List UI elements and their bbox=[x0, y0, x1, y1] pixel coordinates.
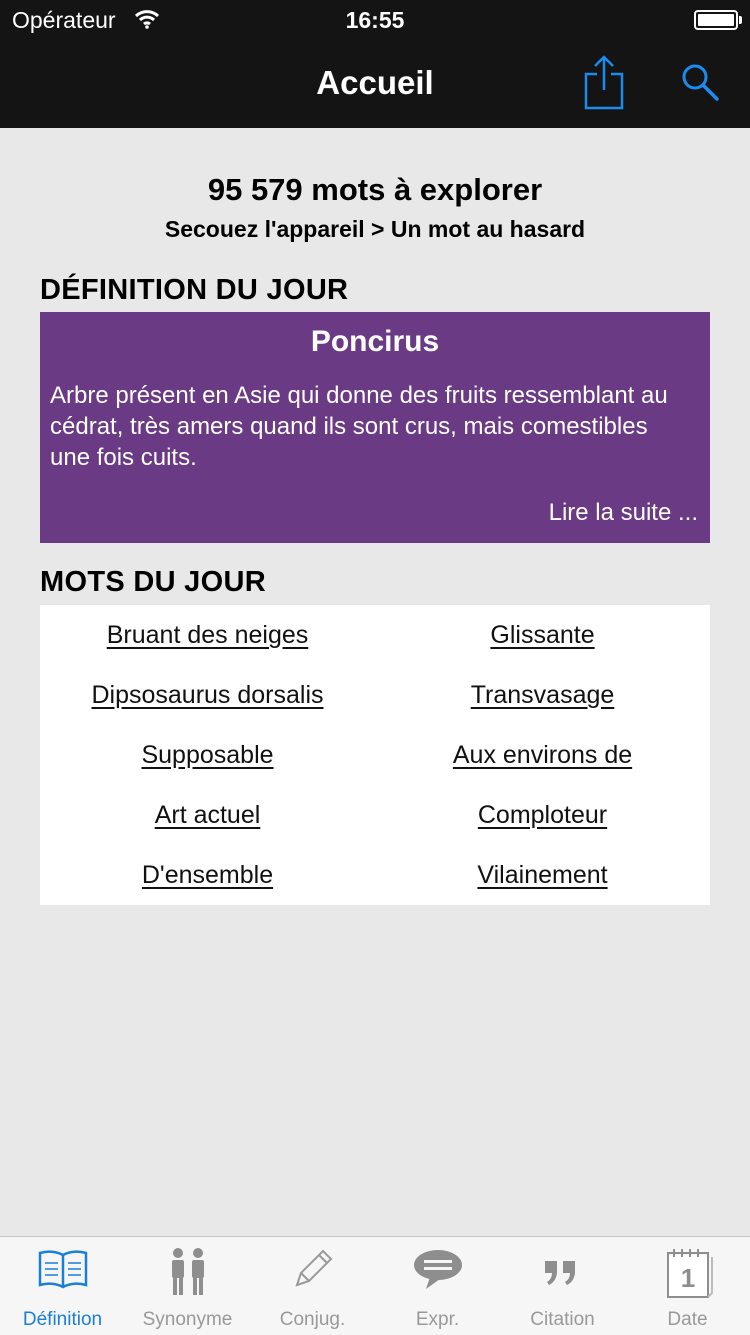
tab-label: Synonyme bbox=[142, 1309, 233, 1330]
tab-label: Définition bbox=[22, 1309, 103, 1330]
pencil-icon bbox=[287, 1247, 339, 1291]
battery-icon bbox=[694, 10, 738, 30]
tab-expr[interactable] bbox=[375, 1237, 500, 1335]
word-link[interactable]: Supposable bbox=[141, 741, 274, 769]
word-link[interactable]: Comploteur bbox=[477, 801, 608, 829]
words-of-day-card bbox=[40, 605, 710, 905]
word-link[interactable]: Art actuel bbox=[154, 801, 261, 829]
share-button[interactable] bbox=[582, 54, 626, 110]
word-link[interactable]: Vilainement bbox=[477, 861, 608, 889]
tab-synonyme[interactable] bbox=[125, 1237, 250, 1335]
definition-card[interactable] bbox=[40, 312, 710, 543]
tab-citation[interactable] bbox=[500, 1237, 625, 1335]
clock: 16:55 bbox=[345, 7, 405, 33]
word-link[interactable]: Dipsosaurus dorsalis bbox=[91, 681, 324, 709]
book-icon bbox=[37, 1247, 89, 1291]
share-icon bbox=[582, 54, 626, 110]
tab-definition[interactable] bbox=[0, 1237, 125, 1335]
word-link[interactable]: D'ensemble bbox=[141, 861, 274, 889]
definition-section-title: DÉFINITION DU JOUR bbox=[40, 274, 349, 306]
tab-label: Date bbox=[667, 1309, 708, 1330]
word-link[interactable]: Bruant des neiges bbox=[106, 621, 309, 649]
people-icon bbox=[162, 1247, 214, 1297]
calendar-icon bbox=[662, 1247, 714, 1301]
tab-conjug[interactable] bbox=[250, 1237, 375, 1335]
carrier-label: Opérateur bbox=[12, 7, 116, 33]
speech-bubble-icon bbox=[412, 1247, 464, 1291]
page-title: Accueil bbox=[316, 64, 434, 101]
definition-text: Arbre présent en Asie qui donne des fruits ressemblant au cédrat, très amers quand ils sont crus, mais comestibles une fois cuits. bbox=[50, 382, 668, 471]
tab-label: Citation bbox=[530, 1309, 595, 1330]
status-bar bbox=[0, 0, 750, 40]
read-more-link[interactable]: Lire la suite ... bbox=[548, 499, 698, 526]
tab-label: Conjug. bbox=[279, 1309, 346, 1330]
tab-label: Expr. bbox=[415, 1309, 460, 1330]
word-link[interactable]: Glissante bbox=[490, 621, 595, 649]
tab-date[interactable] bbox=[625, 1237, 750, 1335]
word-link[interactable]: Aux environs de bbox=[452, 741, 633, 769]
definition-word: Poncirus bbox=[310, 325, 440, 358]
quote-icon bbox=[537, 1247, 589, 1291]
shake-hint: Secouez l'appareil > Un mot au hasard bbox=[164, 216, 586, 242]
svg-text:1: 1 bbox=[680, 1263, 696, 1293]
search-icon bbox=[680, 62, 720, 102]
words-section-title: MOTS DU JOUR bbox=[40, 566, 266, 598]
word-link[interactable]: Transvasage bbox=[470, 681, 615, 709]
tab-bar bbox=[0, 1236, 750, 1335]
navigation-bar bbox=[0, 0, 750, 128]
word-count-headline: 95 579 mots à explorer bbox=[207, 172, 543, 207]
search-button[interactable] bbox=[680, 62, 720, 102]
